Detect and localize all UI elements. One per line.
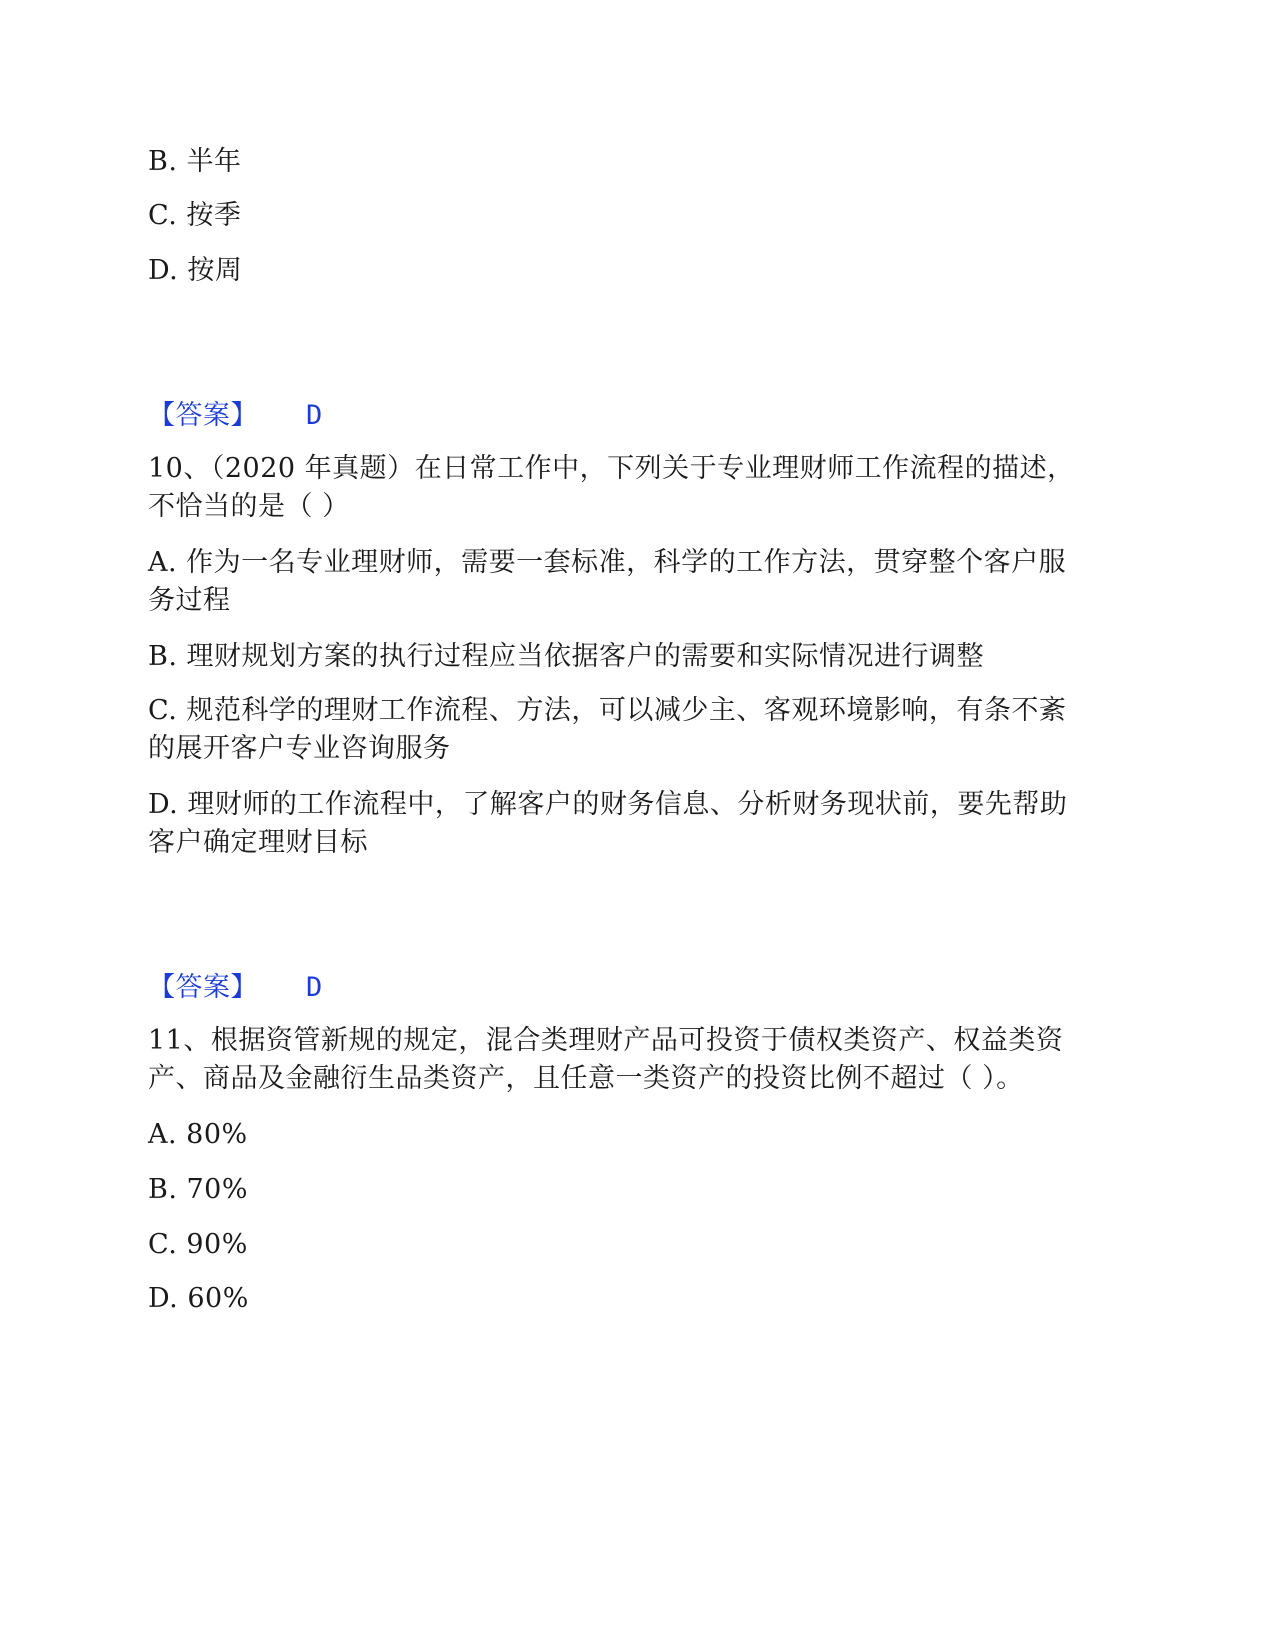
q11-option-a: A. 80% <box>148 1119 248 1150</box>
q10-option-b: B. 理财规划方案的执行过程应当依据客户的需要和实际情况进行调整 <box>148 641 985 672</box>
answer-label: 【答案】 <box>148 400 258 431</box>
answer-value: D <box>306 972 323 1003</box>
q10-option-c-cont: 的展开客户专业咨询服务 <box>148 733 451 764</box>
answer-value: D <box>306 400 323 431</box>
question-11-stem-line1: 11、根据资管新规的规定，混合类理财产品可投资于债权类资产、权益类资 <box>148 1025 1064 1056</box>
q10-option-d-cont: 客户确定理财目标 <box>148 827 368 858</box>
q10-option-c: C. 规范科学的理财工作流程、方法，可以减少主、客观环境影响，有条不紊 <box>148 695 1067 726</box>
answer-row <box>148 397 323 435</box>
q10-option-a-cont: 务过程 <box>148 585 231 616</box>
q11-option-d: D. 60% <box>148 1283 249 1314</box>
q11-option-b: B. 70% <box>148 1174 249 1205</box>
q10-option-a: A. 作为一名专业理财师，需要一套标准，科学的工作方法，贯穿整个客户服 <box>148 547 1067 578</box>
option-d: D. 按周 <box>148 255 243 286</box>
question-10-stem-line1: 10、（2020 年真题）在日常工作中，下列关于专业理财师工作流程的描述， <box>148 453 1075 484</box>
answer-row <box>148 969 323 1007</box>
q10-option-d: D. 理财师的工作流程中，了解客户的财务信息、分析财务现状前，要先帮助 <box>148 789 1068 820</box>
option-c: C. 按季 <box>148 200 242 231</box>
q11-option-c: C. 90% <box>148 1229 248 1260</box>
option-b: B. 半年 <box>148 146 242 177</box>
question-11-stem-line2: 产、商品及金融衍生品类资产，且任意一类资产的投资比例不超过（ ）。 <box>148 1063 1024 1094</box>
answer-label: 【答案】 <box>148 972 258 1003</box>
question-10-stem-line2: 不恰当的是（ ） <box>148 491 350 522</box>
